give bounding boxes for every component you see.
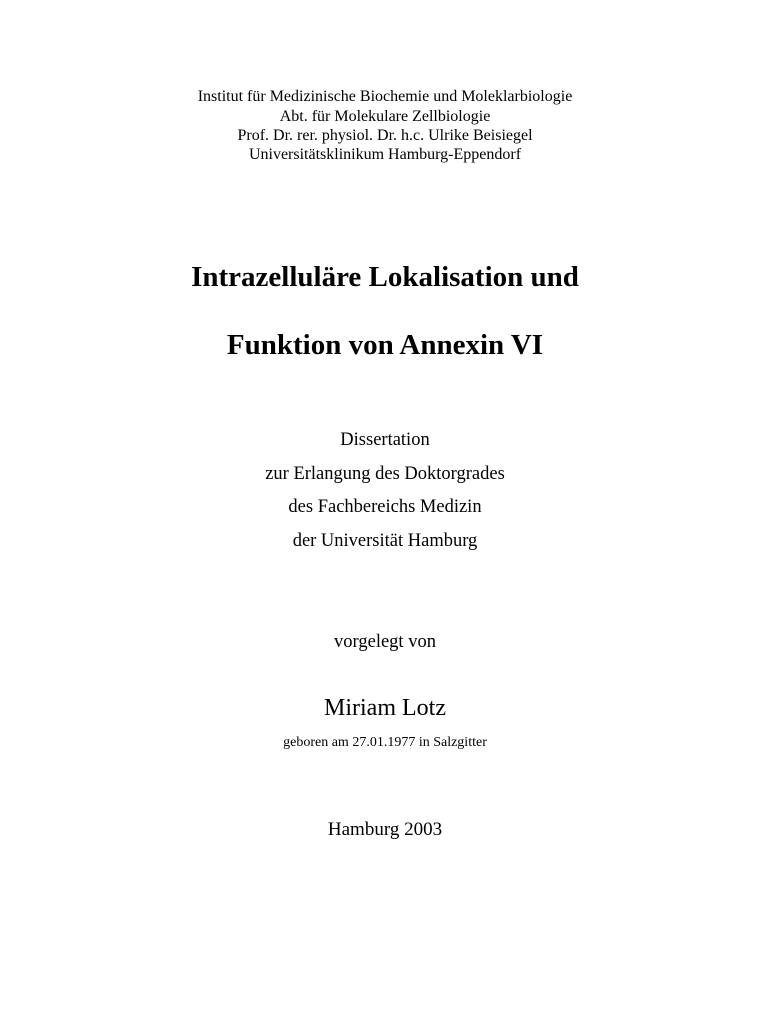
hospital-name: Universitätsklinikum Hamburg-Eppendorf: [248, 146, 522, 163]
dissertation-label: Dissertation: [340, 430, 430, 450]
institute-name: Institut für Medizinische Biochemie und Moleklarbiologie: [197, 88, 573, 105]
university-name: der Universität Hamburg: [292, 531, 478, 551]
submitted-by-label: vorgelegt von: [334, 632, 436, 652]
thesis-title-line-1: Intrazelluläre Lokalisation und: [191, 261, 579, 293]
thesis-title-line-2: Funktion von Annexin VI: [226, 329, 544, 361]
author-name: Miriam Lotz: [324, 695, 446, 721]
degree-purpose: zur Erlangung des Doktorgrades: [265, 464, 505, 484]
place-and-year: Hamburg 2003: [327, 819, 443, 840]
faculty-name: des Fachbereichs Medizin: [288, 497, 482, 517]
professor-name: Prof. Dr. rer. physiol. Dr. h.c. Ulrike Beisiegel: [237, 127, 533, 144]
department-name: Abt. für Molekulare Zellbiologie: [279, 108, 491, 125]
author-birth-info: geboren am 27.01.1977 in Salzgitter: [283, 735, 487, 750]
